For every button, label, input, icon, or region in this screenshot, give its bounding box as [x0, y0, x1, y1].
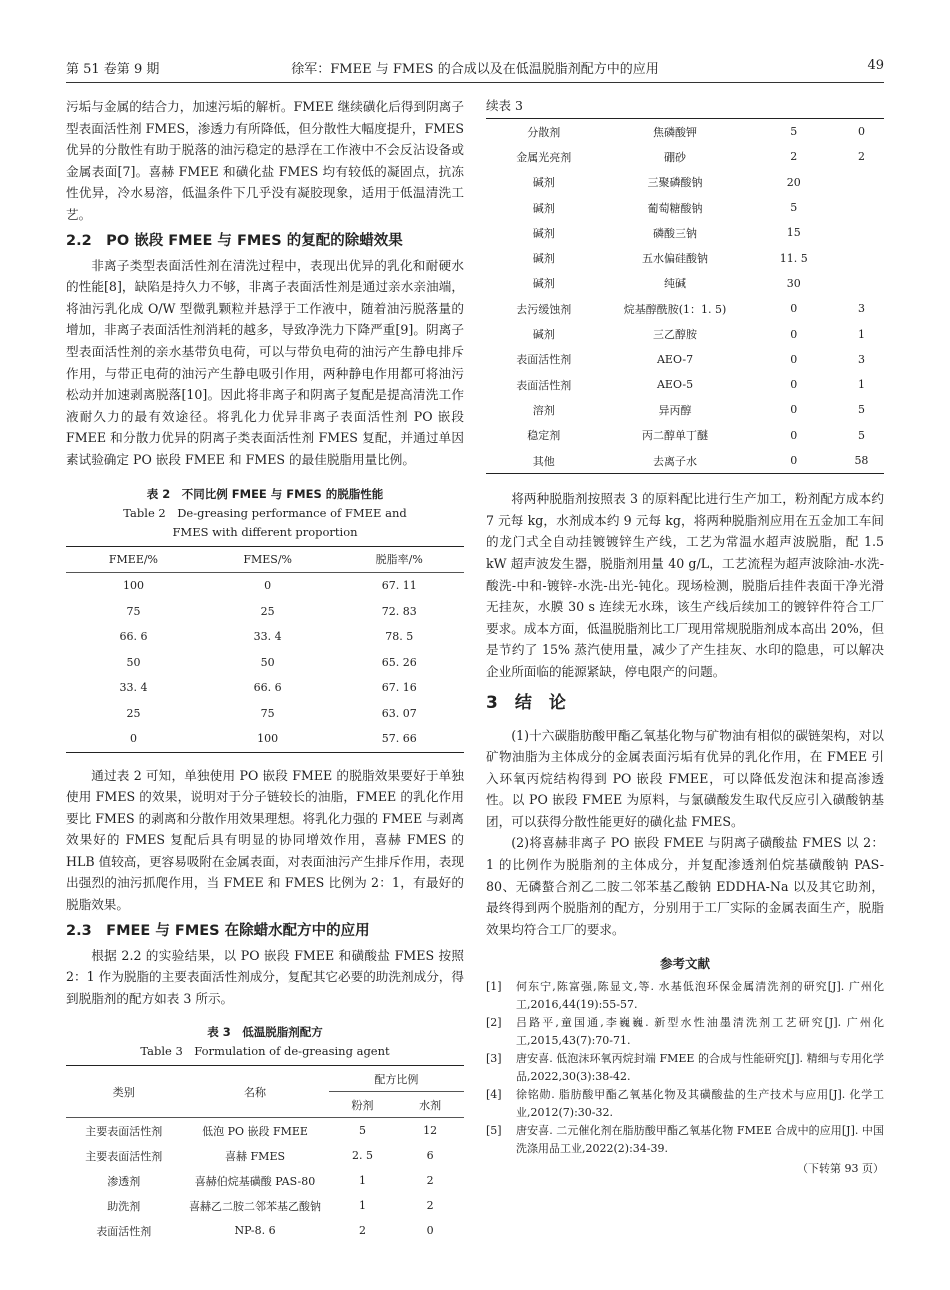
table-cell: 5 [857, 403, 865, 417]
table-cell: 2 [426, 1199, 434, 1213]
table-cell: 11. 5 [779, 251, 808, 265]
table3-caption-en: Table 3 Formulation of de-greasing agent [140, 1044, 390, 1059]
table-cell: 主要表面活性剂 [85, 1149, 163, 1163]
table-row [66, 1218, 464, 1243]
journal-issue: 第 51 卷第 9 期 [66, 62, 160, 77]
table-cell: 三聚磷酸钠 [647, 176, 703, 190]
table-cell [839, 245, 884, 270]
table-row [66, 1143, 464, 1168]
table-cell: 12 [423, 1124, 438, 1138]
table-cell: 烷基醇酰胺(1：1. 5) [623, 302, 727, 316]
table2 [66, 546, 464, 753]
table-row [486, 170, 884, 195]
table-cell: 5 [857, 428, 865, 442]
table-cell: 66. 6 [119, 630, 148, 644]
table-row [486, 448, 884, 474]
table-cell: 五水偏硅酸钠 [642, 252, 709, 266]
table-row [66, 573, 464, 599]
paragraph: 根据 2.2 的实验结果，以 PO 嵌段 FMEE 和磺酸盐 FMES 按照 2：1 作为脱脂的主要表面活性剂成分，复配其它必要的助洗剂成分，得到脱脂剂的配方如表 3 所示。 [66, 947, 464, 1006]
table-header: 配方比例 [329, 1066, 464, 1092]
table-cell: 0 [426, 1224, 434, 1238]
references-title: 参考文献 [659, 956, 710, 972]
table-cell: 100 [257, 732, 279, 746]
table-cell: 纯碱 [664, 277, 687, 291]
table-cell: 金属光亮剂 [516, 150, 572, 164]
table-cell: AEO-7 [656, 352, 694, 366]
table-cell: 0 [790, 428, 798, 442]
table-row [486, 271, 884, 296]
table-cell: 72. 83 [381, 604, 417, 618]
table-cell: 碱剂 [532, 201, 555, 215]
table-cell: 喜赫乙二胺二邻苯基乙酸钠 [189, 1199, 322, 1213]
table-cell: 其他 [532, 454, 555, 468]
table-cell: 50 [126, 655, 141, 669]
table-cell: 0 [790, 403, 798, 417]
table-header: FMEE/% [108, 552, 159, 566]
table-cell: 5 [790, 201, 798, 215]
reference-item [486, 978, 884, 1014]
table-cell [839, 170, 884, 195]
reference-item [486, 1050, 884, 1086]
table-cell: 表面活性剂 [516, 353, 572, 367]
table-cell: 1 [857, 327, 865, 341]
table-cell: 表面活性剂 [96, 1224, 152, 1238]
table-row [486, 372, 884, 397]
right-column [486, 96, 884, 1176]
table-cell: 65. 26 [381, 655, 417, 669]
table-cell: 1 [857, 378, 865, 392]
table-row [486, 119, 884, 145]
table-cell: 喜赫伯烷基磺酸 PAS-80 [194, 1174, 316, 1188]
page-number: 49 [867, 58, 884, 73]
table-row [486, 423, 884, 448]
table-cell: 表面活性剂 [516, 378, 572, 392]
table-cell: 20 [786, 175, 801, 189]
paragraph: 将两种脱脂剂按照表 3 的原料配比进行生产加工，粉剂配方成本约 7 元每 kg，水剂成本约 9 元每 kg，将两种脱脂剂应用在五金加工车间的龙门式全自动挂镀镀锌生产线，工艺为常温水超声波脱脂，配 1.5 kW 超声波发生器，脱脂剂用量 40 g/L，工艺流程为超声波除油-水洗-酸洗-中和-镀锌-水洗-出光-钝化。现场检测，脱脂后挂件表面干净光滑无挂灰，水膜 30 s 连续无水珠，该生产线后续加工的镀锌件符合工厂要求。成本方面，低温脱脂剂比工厂现用常规脱脂剂成本高出 20%，但是节约了 15% 蒸汽使用量，减少了产生挂灰、水印的隐患，可以解决企业所面临的能源紧缺，停电限产的问题。 [486, 491, 884, 679]
left-column [66, 96, 464, 1243]
table-header: FMES/% [243, 552, 292, 566]
table-cell: 0 [790, 378, 798, 392]
table-cell: 0 [790, 454, 798, 467]
table-cell: 75 [260, 706, 275, 720]
table-cell: 碱剂 [532, 226, 555, 240]
section-heading-3: 3 结 论 [486, 692, 566, 713]
table-row [486, 245, 884, 270]
table-row [486, 220, 884, 245]
reference-number: [1] [486, 980, 502, 994]
table-cell: 50 [260, 655, 275, 669]
table3-continued [486, 118, 884, 474]
table-cell [839, 271, 884, 296]
running-title: 徐军：FMEE 与 FMES 的合成以及在低温脱脂剂配方中的应用 [291, 62, 659, 77]
table-cell: 2 [790, 150, 798, 164]
reference-text: 唐安喜. 低泡沫环氧丙烷封端 FMEE 的合成与性能研究[J]. 精细与专用化学品,2022,30(3):38-42. [516, 1052, 884, 1084]
paragraph: (1)十六碳脂肪酸甲酯乙氧基化物与矿物油有相似的碳链架构，对以矿物油脂为主体成分的金属表面污垢有优异的乳化作用，在 FMEE 引入环氧丙烷结构得到 PO 嵌段 FMEE，可以降低发泡沫和提高渗透性。以 PO 嵌段 FMEE 为原料，与氯磺酸发生取代反应引入磺酸钠基团，可以获得分散性能更好的磺化盐 FMES。 [486, 727, 884, 829]
reference-number: [4] [486, 1088, 502, 1102]
reference-text: 唐安喜. 二元催化剂在脂肪酸甲酯乙氧基化物 FMEE 合成中的应用[J]. 中国洗涤用品工业,2022(2):34-39. [516, 1124, 884, 1156]
reference-number: [2] [486, 1016, 502, 1030]
table-cell: 2 [426, 1174, 434, 1188]
table-header: 名称 [181, 1066, 328, 1118]
table-cell: 2 [358, 1224, 366, 1238]
table3-continued-title: 续表 3 [486, 98, 523, 113]
table-cell: 三乙醇胺 [653, 328, 698, 342]
table-row [486, 144, 884, 169]
table-cell: 稳定剂 [527, 429, 561, 443]
table-cell: 33. 4 [119, 681, 148, 695]
table-cell: 碱剂 [532, 252, 555, 266]
table-row [486, 397, 884, 422]
table-cell: 67. 11 [381, 579, 417, 593]
table-row [66, 599, 464, 625]
table-row [66, 650, 464, 676]
table-header: 粉剂 [351, 1098, 374, 1112]
table-cell: 5 [358, 1124, 366, 1138]
table-cell: 0 [264, 579, 272, 593]
table-cell: 3 [857, 352, 865, 366]
table-cell: 67. 16 [381, 681, 417, 695]
paragraph: 非离子类型表面活性剂在清洗过程中，表现出优异的乳化和耐硬水的性能[8]，缺陷是持久力不够，非离子表面活性剂是通过亲水亲油端，将油污乳化成 O/W 型微乳颗粒并悬浮于工作液中，随着油污脱落量的增加，非离子表面活性剂消耗的越多，导致净洗力下降严重[9]。阴离子型表面活性剂的亲水基带负电荷，可以与带负电荷的油污产生静电排斥作用，与带正电荷的油污产生静电吸引作用，两种静电作用都可将油污松动并加速剥离脱落[10]。因此将非离子和阴离子复配是提高清洗工作液耐久力的最有效途径。将乳化力优异非离子表面活性剂 PO 嵌段 FMEE 和分散力优异的阴离子类表面活性剂 FMES 复配，并通过单因素试验确定 PO 嵌段 FMEE 和 FMES 的最佳脱脂用量比例。 [66, 257, 464, 467]
table-cell: 低泡 PO 嵌段 FMEE [202, 1124, 308, 1138]
reference-item [486, 1014, 884, 1050]
table2-caption-en: FMES with different proportion [172, 524, 358, 539]
table-cell: 0 [129, 732, 137, 746]
table-row [66, 726, 464, 752]
table2-caption-en: Table 2 De-greasing performance of FMEE and [123, 505, 407, 520]
table-row [66, 675, 464, 701]
table-cell: 100 [122, 579, 144, 593]
table-cell: 异丙醇 [658, 403, 692, 417]
table-cell: 碱剂 [532, 277, 555, 291]
table-row [66, 1118, 464, 1144]
table-cell: 0 [790, 327, 798, 341]
table-cell: 75 [126, 604, 141, 618]
table-cell: 渗透剂 [107, 1174, 141, 1188]
table-cell: 3 [857, 302, 865, 316]
table-cell: 碱剂 [532, 176, 555, 190]
table-cell: 5 [790, 125, 798, 139]
table-cell: 分散剂 [527, 125, 561, 139]
table-cell: 葡萄糖酸钠 [647, 201, 703, 215]
table-cell: 63. 07 [381, 706, 417, 720]
table-cell [839, 220, 884, 245]
table-row [66, 1168, 464, 1193]
table-cell: 焦磷酸钾 [653, 125, 698, 139]
table-row [66, 1193, 464, 1218]
table-cell: 溶剂 [532, 403, 555, 417]
table-cell: 去污缓蚀剂 [516, 302, 572, 316]
table-cell: AEO-5 [656, 378, 694, 392]
table-row [66, 624, 464, 650]
table-cell: 喜赫 FMES [225, 1149, 286, 1163]
table-cell: 1 [358, 1199, 366, 1213]
table-row [486, 195, 884, 220]
table-cell: 硼砂 [664, 150, 687, 164]
reference-item [486, 1122, 884, 1158]
table-cell: 去离子水 [653, 454, 698, 468]
reference-number: [5] [486, 1124, 502, 1138]
table-cell: NP-8. 6 [234, 1224, 276, 1238]
table-header: 脱脂率/% [375, 553, 423, 567]
table-cell: 丙二醇单丁醚 [642, 429, 709, 443]
table-cell: 0 [857, 125, 865, 139]
reference-text: 何东宁,陈富强,陈显文,等. 水基低泡环保金属清洗剂的研究[J]. 广州化工,2016,44(19):55-57. [516, 980, 884, 1012]
table-row [486, 321, 884, 346]
section-heading-2-3: 2.3 FMEE 与 FMES 在除蜡水配方中的应用 [66, 922, 370, 939]
table-cell: 58 [854, 454, 869, 467]
paragraph: 污垢与金属的结合力，加速污垢的解析。FMEE 继续磺化后得到阴离子型表面活性剂 FMES，渗透力有所降低，但分散性大幅度提升，FMES 优异的分散性有助于脱落的油污稳定的悬浮在工作液中不会反沾设备或金属表面[7]。喜赫 FMEE 和磺化盐 FMES 均有较低的凝固点，抗冻性优异，冷水易溶，低温条件下几乎没有凝胶现象，适用于低温清洗工艺。 [66, 99, 464, 222]
table-cell [839, 195, 884, 220]
table-cell: 磷酸三钠 [653, 226, 698, 240]
table3-caption-cn: 表 3 低温脱脂剂配方 [207, 1025, 323, 1040]
table-cell: 碱剂 [532, 328, 555, 342]
reference-item [486, 1086, 884, 1122]
table-cell: 30 [786, 276, 801, 290]
table-cell: 15 [786, 226, 801, 240]
table-cell: 助洗剂 [107, 1199, 141, 1213]
table-cell: 57. 66 [381, 732, 417, 746]
table-cell: 33. 4 [253, 630, 282, 644]
table-cell: 0 [790, 352, 798, 366]
table-cell: 25 [126, 706, 141, 720]
table3 [66, 1065, 464, 1243]
reference-number: [3] [486, 1052, 502, 1066]
table-cell: 主要表面活性剂 [85, 1124, 163, 1138]
reference-text: 徐铭勋. 脂肪酸甲酯乙氧基化物及其磺酸盐的生产技术与应用[J]. 化学工业,2012(7):30-32. [516, 1088, 884, 1120]
header-rule [66, 82, 884, 83]
table-cell: 25 [260, 604, 275, 618]
table-cell: 2 [857, 150, 865, 164]
paragraph: (2)将喜赫非离子 PO 嵌段 FMEE 与阴离子磺酸盐 FMES 以 2：1 的比例作为脱脂剂的主体成分，并复配渗透剂伯烷基磺酸钠 PAS-80、无磷螯合剂乙二胺二邻苯基乙酸钠 EDDHA-Na 以及其它助剂，最终得到两个脱脂剂的配方，分别用于工厂实际的金属表面生产，脱脂效果均符合工厂的要求。 [486, 835, 884, 937]
table-row [486, 296, 884, 321]
table2-caption-cn: 表 2 不同比例 FMEE 与 FMES 的脱脂性能 [146, 486, 384, 501]
table-cell: 1 [358, 1174, 366, 1188]
table-cell: 78. 5 [385, 630, 414, 644]
continued-note: （下转第 93 页） [797, 1162, 884, 1176]
table-row [486, 347, 884, 372]
table-cell: 6 [426, 1149, 434, 1163]
section-heading-2-2: 2.2 PO 嵌段 FMEE 与 FMES 的复配的除蜡效果 [66, 232, 403, 249]
paragraph: 通过表 2 可知，单独使用 PO 嵌段 FMEE 的脱脂效果要好于单独使用 FMES 的效果，说明对于分子链较长的油脂，FMEE 的乳化作用要比 FMES 的剥离和分散作用效果理想。将乳化力强的 FMEE 与剥离效果好的 FMES 复配后具有明显的协同增效作用，喜赫 FMES 的 HLB 值较高，更容易吸附在金属表面，对表面油污产生排斥作用，表现出强烈的油污抓爬作用，当 FMEE 和 FMES 比例为 2：1，有最好的脱脂效果。 [66, 767, 464, 913]
table-header: 类别 [66, 1066, 181, 1118]
table-cell: 66. 6 [253, 681, 282, 695]
table-header: 水剂 [419, 1098, 442, 1112]
table-cell: 2. 5 [351, 1149, 373, 1163]
reference-text: 吕路平,童国通,李巍巍. 新型水性油墨清洗剂工艺研究[J]. 广州化工,2015,43(7):70-71. [516, 1016, 884, 1048]
table-row [66, 701, 464, 727]
table-cell: 0 [790, 302, 798, 316]
